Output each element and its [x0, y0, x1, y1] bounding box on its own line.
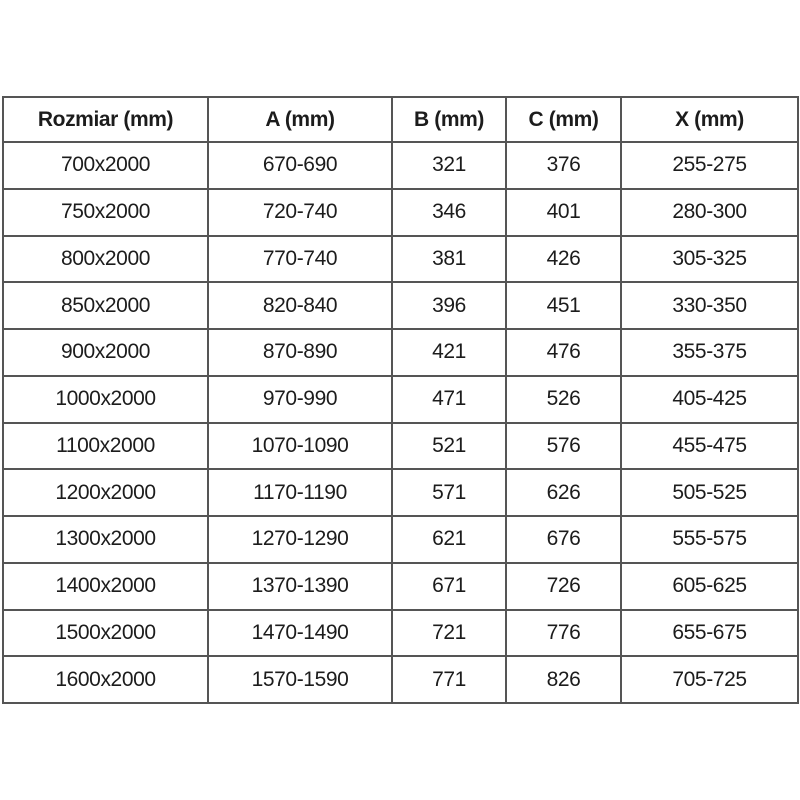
- table-cell: 770-740: [208, 236, 392, 283]
- table-cell: 621: [392, 516, 506, 563]
- table-cell: 330-350: [621, 282, 798, 329]
- table-row: [3, 376, 798, 423]
- size-table: [2, 96, 799, 704]
- table-cell: 1500x2000: [3, 610, 208, 657]
- table-cell: 571: [392, 469, 506, 516]
- table-cell: 426: [506, 236, 621, 283]
- table-cell: 1300x2000: [3, 516, 208, 563]
- table-row: [3, 236, 798, 283]
- table-cell: 1270-1290: [208, 516, 392, 563]
- table-cell: 700x2000: [3, 142, 208, 189]
- table-cell: 800x2000: [3, 236, 208, 283]
- table-cell: 526: [506, 376, 621, 423]
- table-body: [3, 142, 798, 703]
- table-cell: 451: [506, 282, 621, 329]
- table-cell: 671: [392, 563, 506, 610]
- table-cell: 471: [392, 376, 506, 423]
- table-row: [3, 142, 798, 189]
- table-cell: 1000x2000: [3, 376, 208, 423]
- table-cell: 826: [506, 656, 621, 703]
- table-cell: 726: [506, 563, 621, 610]
- table-cell: 280-300: [621, 189, 798, 236]
- column-header-c: C (mm): [506, 97, 621, 142]
- table-cell: 670-690: [208, 142, 392, 189]
- table-cell: 605-625: [621, 563, 798, 610]
- table-cell: 1200x2000: [3, 469, 208, 516]
- table-cell: 1570-1590: [208, 656, 392, 703]
- table-row: [3, 282, 798, 329]
- table-row: [3, 516, 798, 563]
- table-cell: 405-425: [621, 376, 798, 423]
- table-row: [3, 329, 798, 376]
- table-cell: 381: [392, 236, 506, 283]
- table-cell: 776: [506, 610, 621, 657]
- table-cell: 1070-1090: [208, 423, 392, 470]
- table-cell: 555-575: [621, 516, 798, 563]
- header-row: [3, 97, 798, 142]
- column-header-a: A (mm): [208, 97, 392, 142]
- table-cell: 376: [506, 142, 621, 189]
- table-cell: 505-525: [621, 469, 798, 516]
- table-cell: 1370-1390: [208, 563, 392, 610]
- table-row: [3, 610, 798, 657]
- table-cell: 1170-1190: [208, 469, 392, 516]
- table-cell: 626: [506, 469, 621, 516]
- table-cell: 455-475: [621, 423, 798, 470]
- table-cell: 676: [506, 516, 621, 563]
- table-cell: 850x2000: [3, 282, 208, 329]
- table-header: [3, 97, 798, 142]
- table-row: [3, 656, 798, 703]
- table-cell: 421: [392, 329, 506, 376]
- column-header-rozmiar: Rozmiar (mm): [3, 97, 208, 142]
- table-cell: 900x2000: [3, 329, 208, 376]
- table-row: [3, 563, 798, 610]
- table-cell: 970-990: [208, 376, 392, 423]
- table-cell: 771: [392, 656, 506, 703]
- table-cell: 355-375: [621, 329, 798, 376]
- table-row: [3, 469, 798, 516]
- table-cell: 476: [506, 329, 621, 376]
- table-cell: 1400x2000: [3, 563, 208, 610]
- table-cell: 721: [392, 610, 506, 657]
- table-cell: 521: [392, 423, 506, 470]
- column-header-x: X (mm): [621, 97, 798, 142]
- table-row: [3, 423, 798, 470]
- table-cell: 305-325: [621, 236, 798, 283]
- table-cell: 346: [392, 189, 506, 236]
- table-cell: 705-725: [621, 656, 798, 703]
- column-header-b: B (mm): [392, 97, 506, 142]
- table-cell: 870-890: [208, 329, 392, 376]
- table-cell: 1100x2000: [3, 423, 208, 470]
- table-cell: 1470-1490: [208, 610, 392, 657]
- table-cell: 1600x2000: [3, 656, 208, 703]
- table-row: [3, 189, 798, 236]
- table-cell: 401: [506, 189, 621, 236]
- table-cell: 255-275: [621, 142, 798, 189]
- table-cell: 655-675: [621, 610, 798, 657]
- table-cell: 576: [506, 423, 621, 470]
- table-cell: 396: [392, 282, 506, 329]
- table-cell: 720-740: [208, 189, 392, 236]
- table-cell: 750x2000: [3, 189, 208, 236]
- table-cell: 321: [392, 142, 506, 189]
- table-cell: 820-840: [208, 282, 392, 329]
